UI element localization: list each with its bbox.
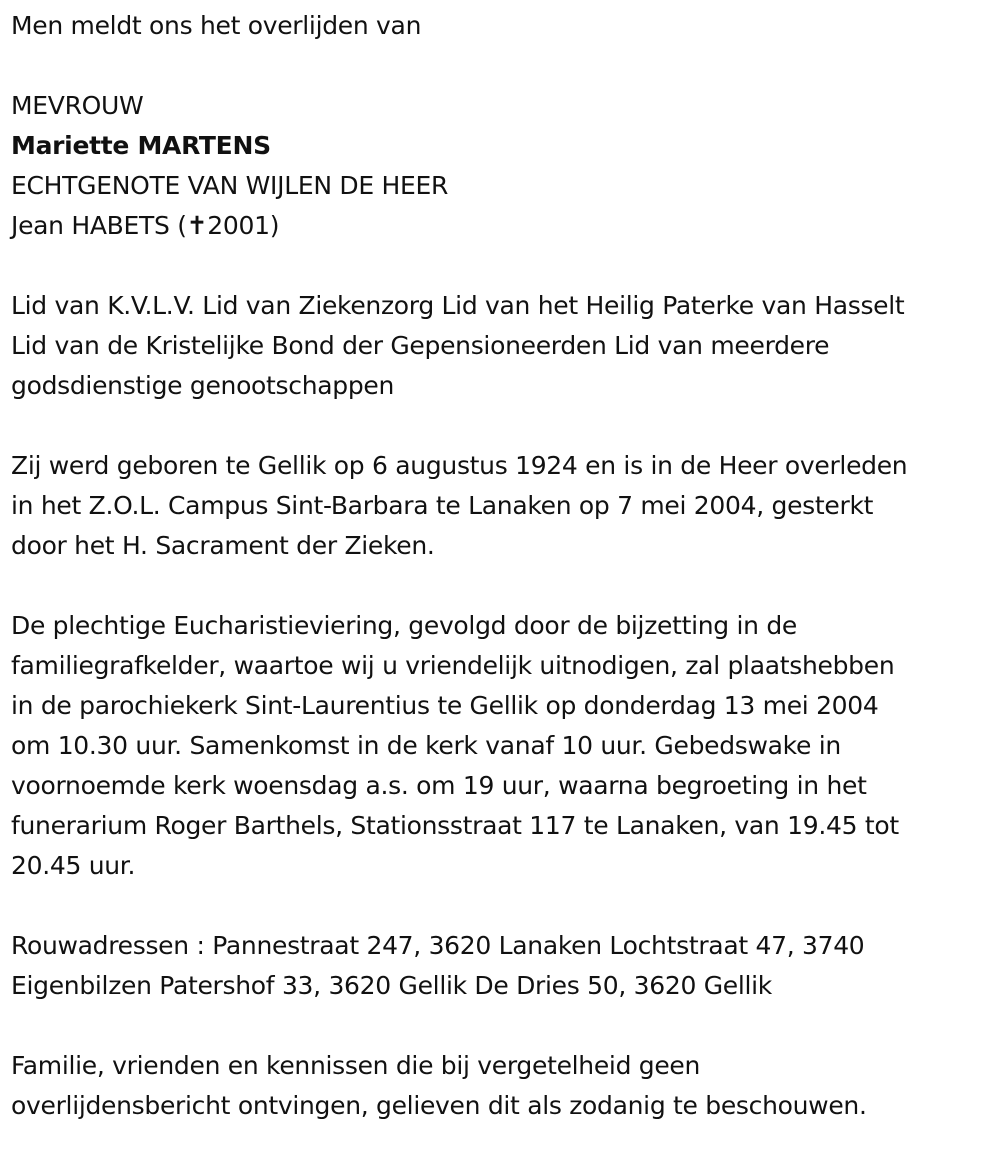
spacer <box>11 46 1000 86</box>
paragraph-line: 20.45 uur. <box>11 851 136 880</box>
paragraph-line: Eigenbilzen Patershof 33, 3620 Gellik De Dries 50, 3620 Gellik <box>11 971 772 1000</box>
spacer <box>11 406 1000 446</box>
paragraph-line: Rouwadressen : Pannestraat 247, 3620 Lanaken Lochtstraat 47, 3740 <box>11 931 865 960</box>
paragraph-line: in de parochiekerk Sint-Laurentius te Gellik op donderdag 13 mei 2004 <box>11 691 879 720</box>
deceased-name: Mariette MARTENS <box>11 131 271 160</box>
paragraph-line: funerarium Roger Barthels, Stationsstraat 117 te Lanaken, van 19.45 tot <box>11 811 899 840</box>
spacer <box>11 886 1000 926</box>
paragraph-line: godsdienstige genootschappen <box>11 371 395 400</box>
deceased-title: MEVROUW <box>11 91 144 120</box>
paragraph-line: voornoemde kerk woensdag a.s. om 19 uur, waarna begroeting in het <box>11 771 867 800</box>
paragraph-line: Lid van K.V.L.V. Lid van Ziekenzorg Lid van het Heilig Paterke van Hasselt <box>11 291 905 320</box>
closing-paragraph <box>11 1046 1000 1126</box>
paragraph-line: om 10.30 uur. Samenkomst in de kerk vanaf 10 uur. Gebedswake in <box>11 731 841 760</box>
ceremony-paragraph <box>11 606 1000 886</box>
spouse-name: Jean HABETS (✝2001) <box>11 211 280 240</box>
spacer <box>11 1006 1000 1046</box>
intro-text: Men meldt ons het overlijden van <box>11 11 422 40</box>
paragraph-line: Zij werd geboren te Gellik op 6 augustus 1924 en is in de Heer overleden <box>11 451 908 480</box>
paragraph-line: familiegrafkelder, waartoe wij u vriendelijk uitnodigen, zal plaatshebben <box>11 651 895 680</box>
paragraph-line: Lid van de Kristelijke Bond der Gepensioneerden Lid van meerdere <box>11 331 830 360</box>
paragraph-line: in het Z.O.L. Campus Sint-Barbara te Lanaken op 7 mei 2004, gesterkt <box>11 491 874 520</box>
paragraph-line: door het H. Sacrament der Zieken. <box>11 531 435 560</box>
birth-death-paragraph <box>11 446 1000 566</box>
relation-text: ECHTGENOTE VAN WIJLEN DE HEER <box>11 171 449 200</box>
spacer <box>11 566 1000 606</box>
addresses-paragraph <box>11 926 1000 1006</box>
paragraph-line: overlijdensbericht ontvingen, gelieven dit als zodanig te beschouwen. <box>11 1091 867 1120</box>
paragraph-line: Familie, vrienden en kennissen die bij vergetelheid geen <box>11 1051 701 1080</box>
spacer <box>11 246 1000 286</box>
memberships-paragraph <box>11 286 1000 406</box>
paragraph-line: De plechtige Eucharistieviering, gevolgd door de bijzetting in de <box>11 611 798 640</box>
